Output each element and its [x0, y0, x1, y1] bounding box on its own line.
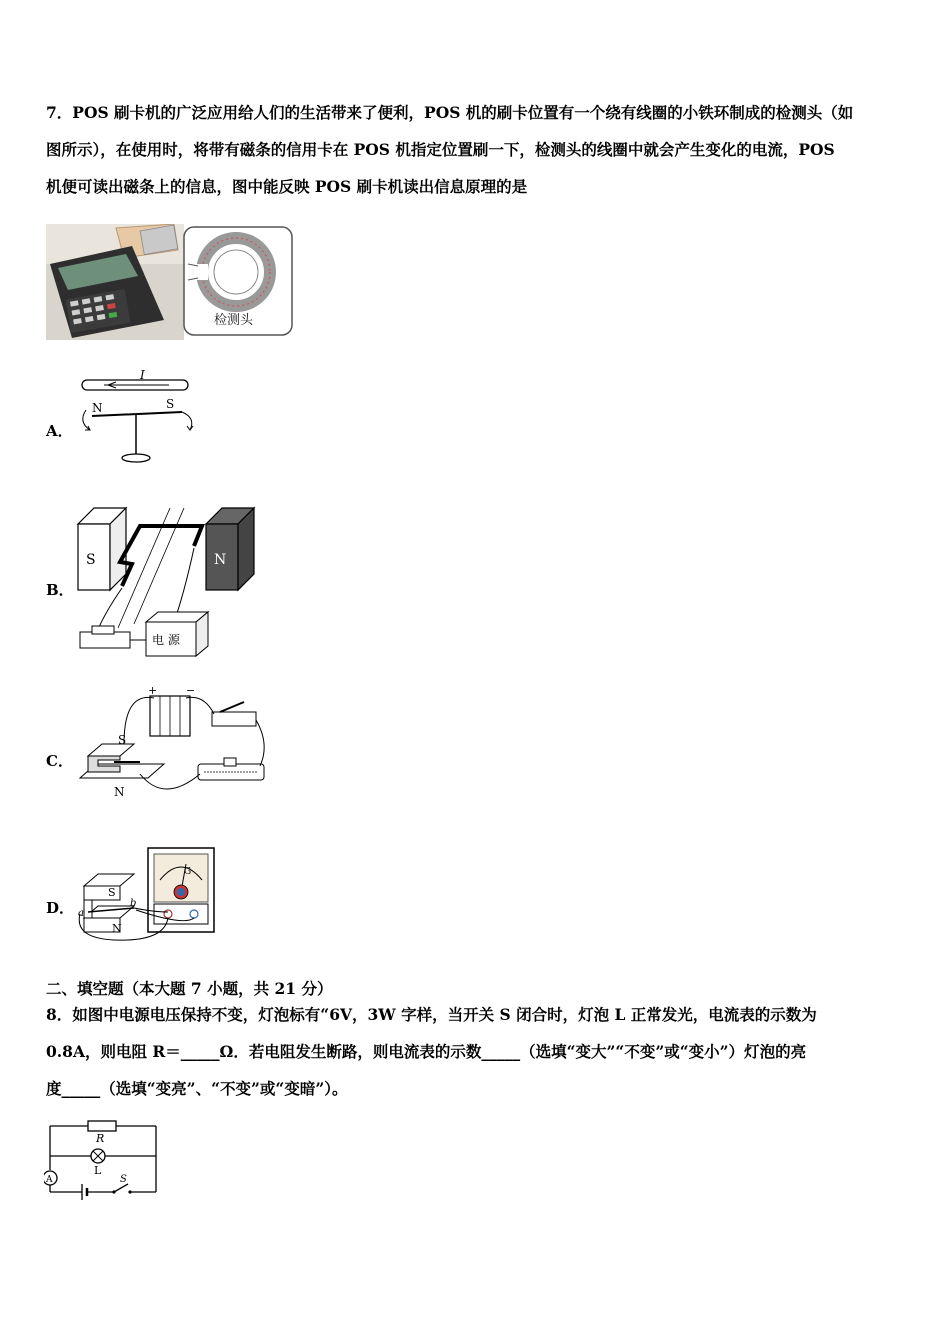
option-c-label[interactable]: C． — [46, 752, 73, 770]
inset-label: 检测头 — [214, 313, 254, 328]
c-label-north: N — [114, 785, 125, 799]
b-label-south: S — [86, 552, 96, 568]
d-label-a: a — [78, 908, 84, 919]
q8-line-1: 8．如图中电源电压保持不变，灯泡标有“6V，3W 字样，当开关 S 闭合时，灯泡 L 正常发光，电流表的示数为 — [46, 1005, 817, 1024]
b-label-source: 电 源 — [152, 633, 180, 647]
d-label-south: S — [108, 886, 116, 899]
option-b-label[interactable]: B． — [46, 581, 74, 599]
d-label-b: b — [130, 898, 137, 909]
b-label-north: N — [214, 552, 227, 568]
label-north: N — [92, 401, 103, 415]
c-label-south: S — [118, 733, 127, 747]
circuit-label-a: A — [46, 1175, 53, 1185]
option-a-figure — [74, 368, 204, 468]
option-a-label[interactable]: A． — [46, 422, 73, 440]
c-label-plus: + — [148, 684, 158, 697]
q7-line-1: 7．POS 刷卡机的广泛应用给人们的生活带来了便利，POS 机的刷卡位置有一个绕有线圈的小铁环制成的检测头（如 — [46, 103, 854, 122]
q7-line-2: 图所示），在使用时，将带有磁条的信用卡在 POS 机指定位置刷一下，检测头的线圈中就会产生变化的电流，POS — [46, 140, 835, 159]
circuit-figure — [44, 1118, 164, 1202]
label-current: I — [140, 368, 145, 382]
option-b-figure — [74, 504, 260, 664]
pos-machine-figure — [46, 224, 296, 340]
option-c-figure — [74, 684, 270, 804]
d-label-meter: G — [184, 867, 192, 877]
section-heading: 二、填空题（本大题 7 小题，共 21 分） — [46, 979, 333, 998]
c-label-minus: − — [186, 684, 196, 697]
option-d-figure — [74, 846, 224, 946]
circuit-label-r: R — [96, 1132, 105, 1145]
q8-line-3: 度_____（选填“变亮”、“不变”或“变暗”）。 — [46, 1079, 348, 1098]
q7-line-3: 机便可读出磁条上的信息，图中能反映 POS 刷卡机读出信息原理的是 — [46, 177, 528, 196]
label-south: S — [166, 397, 175, 411]
circuit-label-s: S — [120, 1174, 127, 1185]
q8-line-2: 0.8A，则电阻 R＝_____Ω．若电阻发生断路，则电流表的示数_____（选填“变大”“不变”或“变小”）灯泡的亮 — [46, 1042, 807, 1061]
circuit-label-l: L — [94, 1164, 102, 1177]
d-label-north: N — [112, 922, 122, 935]
option-d-label[interactable]: D． — [46, 899, 75, 917]
